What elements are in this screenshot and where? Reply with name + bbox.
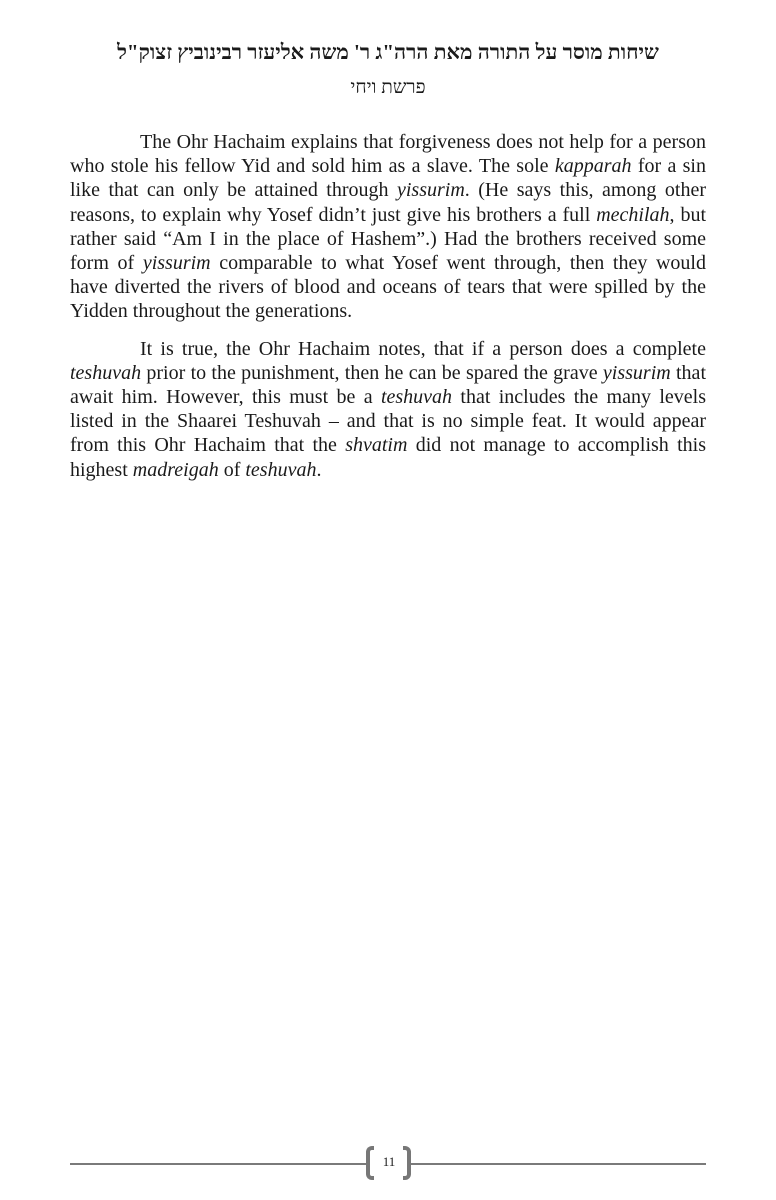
text-run: of [218,458,246,481]
text-run: , but rather said “Am I in the place of Hashem”.) Had the brothers received some form of [70,203,706,275]
parsha-title: פרשת ויחי [350,77,426,98]
italic-term: shvatim [345,434,408,457]
text-run: that includes the many levels listed in the Shaarei Teshuvah – and that is no simple feat. It would appear from this Ohr Hachaim that the [70,386,706,457]
italic-term: madreigah [132,458,219,481]
italic-term: kapparah [554,155,632,178]
italic-term: teshuvah [380,386,453,409]
left-bracket-ornament [366,1146,374,1180]
footer-rule-left [70,1163,368,1165]
italic-term: yissurim [142,252,211,275]
book-title: שיחות מוסר על התורה מאת הרה"ג ר' משה אליעזר רבינוביץ זצוק"ל [117,40,659,64]
italic-term: mechilah [596,203,670,226]
footer-rule-right [409,1163,706,1165]
text-run: . (He says this, among other reasons, to explain why Yosef didn’t just give his brothers a full [70,179,707,226]
running-header [0,40,776,99]
body-text [70,130,706,495]
text-run: It is true, the Ohr Hachaim notes, that if a person does a complete [140,337,706,360]
paragraph [70,130,706,324]
italic-term: teshuvah [245,458,317,481]
italic-term: yissurim [602,361,671,384]
text-run: did not manage to accomplish this highest [70,434,706,481]
text-run: The Ohr Hachaim explains that forgiveness does not help for a person who stole his fellow Yid and sold him as a slave. The sole [70,131,706,178]
page-footer [0,1146,776,1182]
text-run: for a sin like that can only be attained through [70,155,706,202]
italic-term: teshuvah [70,361,142,384]
text-run: . [316,458,322,481]
text-run: that await him. However, this must be a [70,361,706,409]
italic-term: yissurim [397,179,465,202]
text-run: prior to the punishment, then he can be spared the grave [141,361,603,384]
text-run: comparable to what Yosef went through, then they would have diverted the rivers of blood and oceans of tears that were spilled by the Yidden throughout the generations. [70,252,706,323]
page-number: 11 [382,1154,396,1169]
paragraph [70,337,706,482]
right-bracket-ornament [403,1146,411,1180]
